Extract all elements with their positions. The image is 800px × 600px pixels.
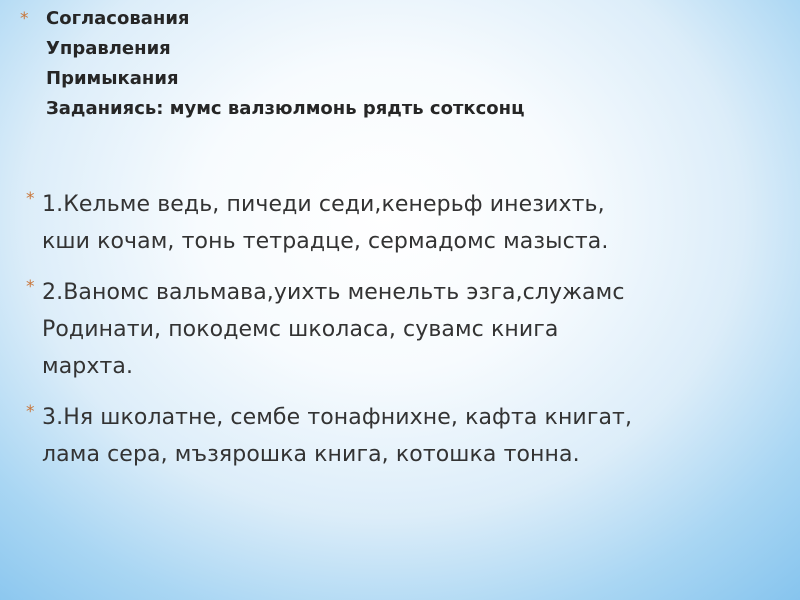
title-text: Согласования	[46, 8, 190, 29]
title-line	[20, 8, 524, 38]
item-text: 1.Кельме ведь, пичеди седи,кенерьф инезихть, кши кочам, тонь тетрадце, сермадомс мазыста.	[42, 192, 609, 254]
title-line	[20, 68, 524, 98]
list-item	[26, 274, 786, 385]
bullet-icon: *	[20, 9, 29, 29]
item-text: 2.Ваномс вальмава,уихть менельть эзга,служамс Родинати, покодемс школаса, сувамс книга мархта.	[42, 280, 625, 379]
title-block	[20, 8, 524, 128]
bullet-icon: *	[26, 277, 35, 297]
list-item	[26, 399, 786, 473]
title-text: Заданиясь: мумс валзюлмонь рядть сотксонц	[46, 98, 525, 119]
title-text: Примыкания	[46, 68, 179, 89]
title-text: Управления	[46, 38, 171, 59]
list-item	[26, 186, 786, 260]
bullet-icon: *	[26, 189, 35, 209]
title-line	[20, 98, 524, 128]
content-list	[26, 186, 786, 487]
item-text: 3.Ня школатне, сембе тонафнихне, кафта книгат, лама сера, мъзярошка книга, котошка тонна.	[42, 405, 633, 467]
bullet-icon: *	[26, 402, 35, 422]
title-line	[20, 38, 524, 68]
